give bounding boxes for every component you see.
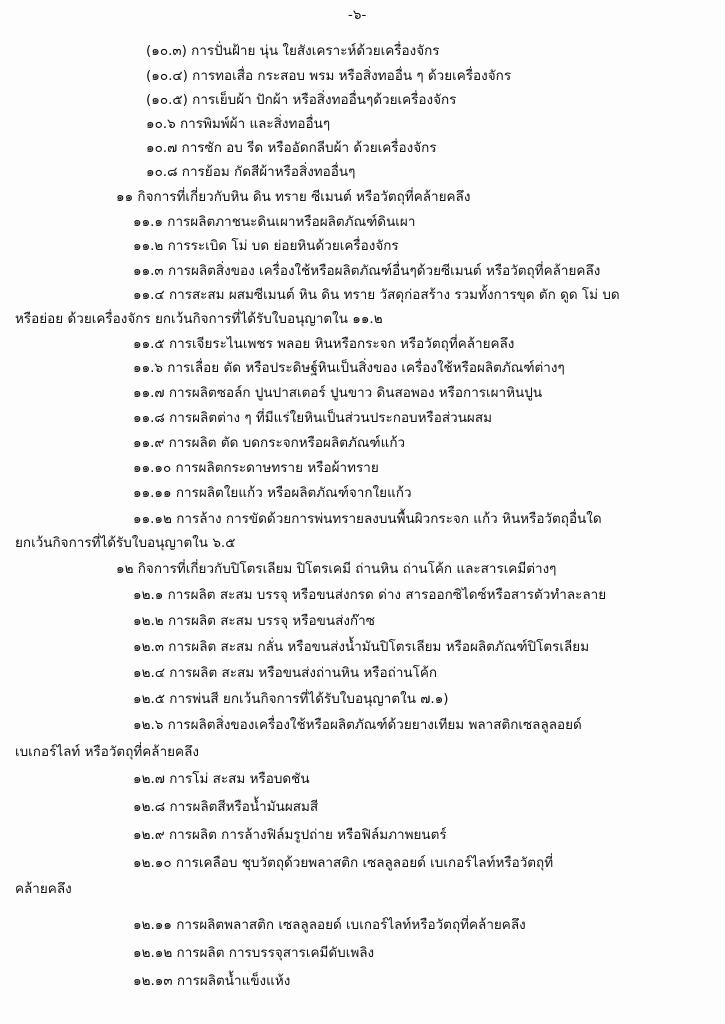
list-item: ๑๐.๘ การย้อม กัดสีผ้าหรือสิ่งทออื่นๆ — [146, 164, 356, 180]
list-item: ๑๑.๗ การผลิตซอล์ก ปูนปาสเตอร์ ปูนขาว ดินสอพอง หรือการเผาหินปูน — [133, 385, 543, 401]
list-item: ๑๒.๑๓ การผลิตน้ำแข็งแห้ง — [133, 973, 291, 989]
list-item: ๑๒.๘ การผลิตสีหรือน้ำมันผสมสี — [133, 799, 319, 815]
list-item-continuation: คล้ายคลึง — [15, 881, 72, 897]
list-item-continuation: ยกเว้นกิจการที่ได้รับใบอนุญาตใน ๖.๕ — [15, 535, 236, 551]
list-item: ๑๒.๖ การผลิตสิ่งของเครื่องใช้หรือผลิตภัณฑ์ด้วยยางเทียม พลาสติกเซลลูลอยด์ — [133, 717, 582, 733]
list-item-continuation: หรือย่อย ด้วยเครื่องจักร ยกเว้นกิจการที่ได้รับใบอนุญาตใน ๑๑.๒ — [15, 311, 383, 327]
list-item: ๑๒.๗ การโม่ สะสม หรือบดชัน — [133, 771, 310, 787]
list-item-continuation: เบเกอร์ไลท์ หรือวัตถุที่คล้ายคลึง — [15, 744, 199, 760]
list-item: (๑๐.๓) การปั่นฝ้าย นุ่น ใยสังเคราะห์ด้วยเครื่องจักร — [146, 43, 440, 59]
list-item: ๑๒.๒ การผลิต สะสม บรรจุ หรือขนส่งก๊าซ — [133, 613, 375, 629]
list-item: ๑๑.๑ การผลิตภาชนะดินเผาหรือผลิตภัณฑ์ดินเผา — [133, 214, 416, 230]
list-item: ๑๑.๕ การเจียระไนเพชร พลอย หินหรือกระจก หรือวัตถุที่คล้ายคลึง — [133, 336, 515, 352]
list-item: ๑๒.๑๑ การผลิตพลาสติก เซลลูลอยด์ เบเกอร์ไลท์หรือวัตถุที่คล้ายคลึง — [133, 917, 526, 933]
list-item: ๑๒.๑ การผลิต สะสม บรรจุ หรือขนส่งกรด ด่าง สารออกซิไดซ์หรือสารตัวทำละลาย — [133, 587, 607, 603]
list-item: ๑๑.๑๒ การล้าง การขัดด้วยการพ่นทรายลงบนพื้นผิวกระจก แก้ว หินหรือวัตถุอื่นใด — [133, 511, 602, 527]
list-item: ๑๒.๑๐ การเคลือบ ชุบวัตถุด้วยพลาสติก เซลลูลอยด์ เบเกอร์ไลท์หรือวัตถุที่ — [133, 855, 554, 871]
list-item: ๑๑.๖ การเลื่อย ตัด หรือประดิษฐ์หินเป็นสิ่งของ เครื่องใช้หรือผลิตภัณฑ์ต่างๆ — [133, 360, 565, 376]
list-item: ๑๑.๘ การผลิตต่าง ๆ ที่มีแร่ใยหินเป็นส่วนประกอบหรือส่วนผสม — [133, 410, 492, 426]
section-heading: ๑๑ กิจการที่เกี่ยวกับหิน ดิน ทราย ซีเมนต์ หรือวัตถุที่คล้ายคลึง — [116, 189, 471, 205]
list-item: ๑๑.๓ การผลิตสิ่งของ เครื่องใช้หรือผลิตภัณฑ์อื่นๆด้วยซีเมนต์ หรือวัตถุที่คล้ายคลึง — [133, 263, 601, 279]
list-item: ๑๒.๓ การผลิต สะสม กลั่น หรือขนส่งน้ำมันปิโตรเลียม หรือผลิตภัณฑ์ปิโตรเลียม — [133, 639, 590, 655]
list-item: ๑๐.๗ การซัก อบ รีด หรืออัดกลีบผ้า ด้วยเครื่องจักร — [146, 140, 437, 156]
list-item: ๑๐.๖ การพิมพ์ผ้า และสิ่งทออื่นๆ — [146, 116, 331, 132]
list-item: ๑๒.๑๒ การผลิต การบรรจุสารเคมีดับเพลิง — [133, 945, 375, 961]
list-item: ๑๑.๑๑ การผลิตใยแก้ว หรือผลิตภัณฑ์จากใยแก้ว — [133, 485, 412, 501]
page-number: -๖- — [348, 7, 367, 23]
list-item: ๑๑.๔ การสะสม ผสมซีเมนต์ หิน ดิน ทราย วัสดุก่อสร้าง รวมทั้งการขุด ตัก ดูด โม่ บด — [133, 287, 620, 303]
list-item: ๑๒.๕ การพ่นสี ยกเว้นกิจการที่ได้รับใบอนุญาตใน ๗.๑) — [133, 691, 449, 707]
list-item: ๑๑.๒ การระเบิด โม่ บด ย่อยหินด้วยเครื่องจักร — [133, 238, 399, 254]
list-item: ๑๑.๑๐ การผลิตกระดาษทราย หรือผ้าทราย — [133, 460, 379, 476]
list-item: (๑๐.๕) การเย็บผ้า ปักผ้า หรือสิ่งทออื่นๆด้วยเครื่องจักร — [146, 92, 457, 108]
section-heading: ๑๒ กิจการที่เกี่ยวกับปิโตรเลียม ปิโตรเคมี ถ่านหิน ถ่านโค้ก และสารเคมีต่างๆ — [116, 561, 557, 577]
list-item: ๑๒.๙ การผลิต การล้างฟิล์มรูปถ่าย หรือฟิล์มภาพยนตร์ — [133, 827, 447, 843]
list-item: ๑๒.๔ การผลิต สะสม หรือขนส่งถ่านหิน หรือถ่านโค้ก — [133, 665, 438, 681]
list-item: (๑๐.๔) การทอเสื่อ กระสอบ พรม หรือสิ่งทออื่น ๆ ด้วยเครื่องจักร — [146, 68, 512, 84]
list-item: ๑๑.๙ การผลิต ตัด บดกระจกหรือผลิตภัณฑ์แก้ว — [133, 435, 406, 451]
